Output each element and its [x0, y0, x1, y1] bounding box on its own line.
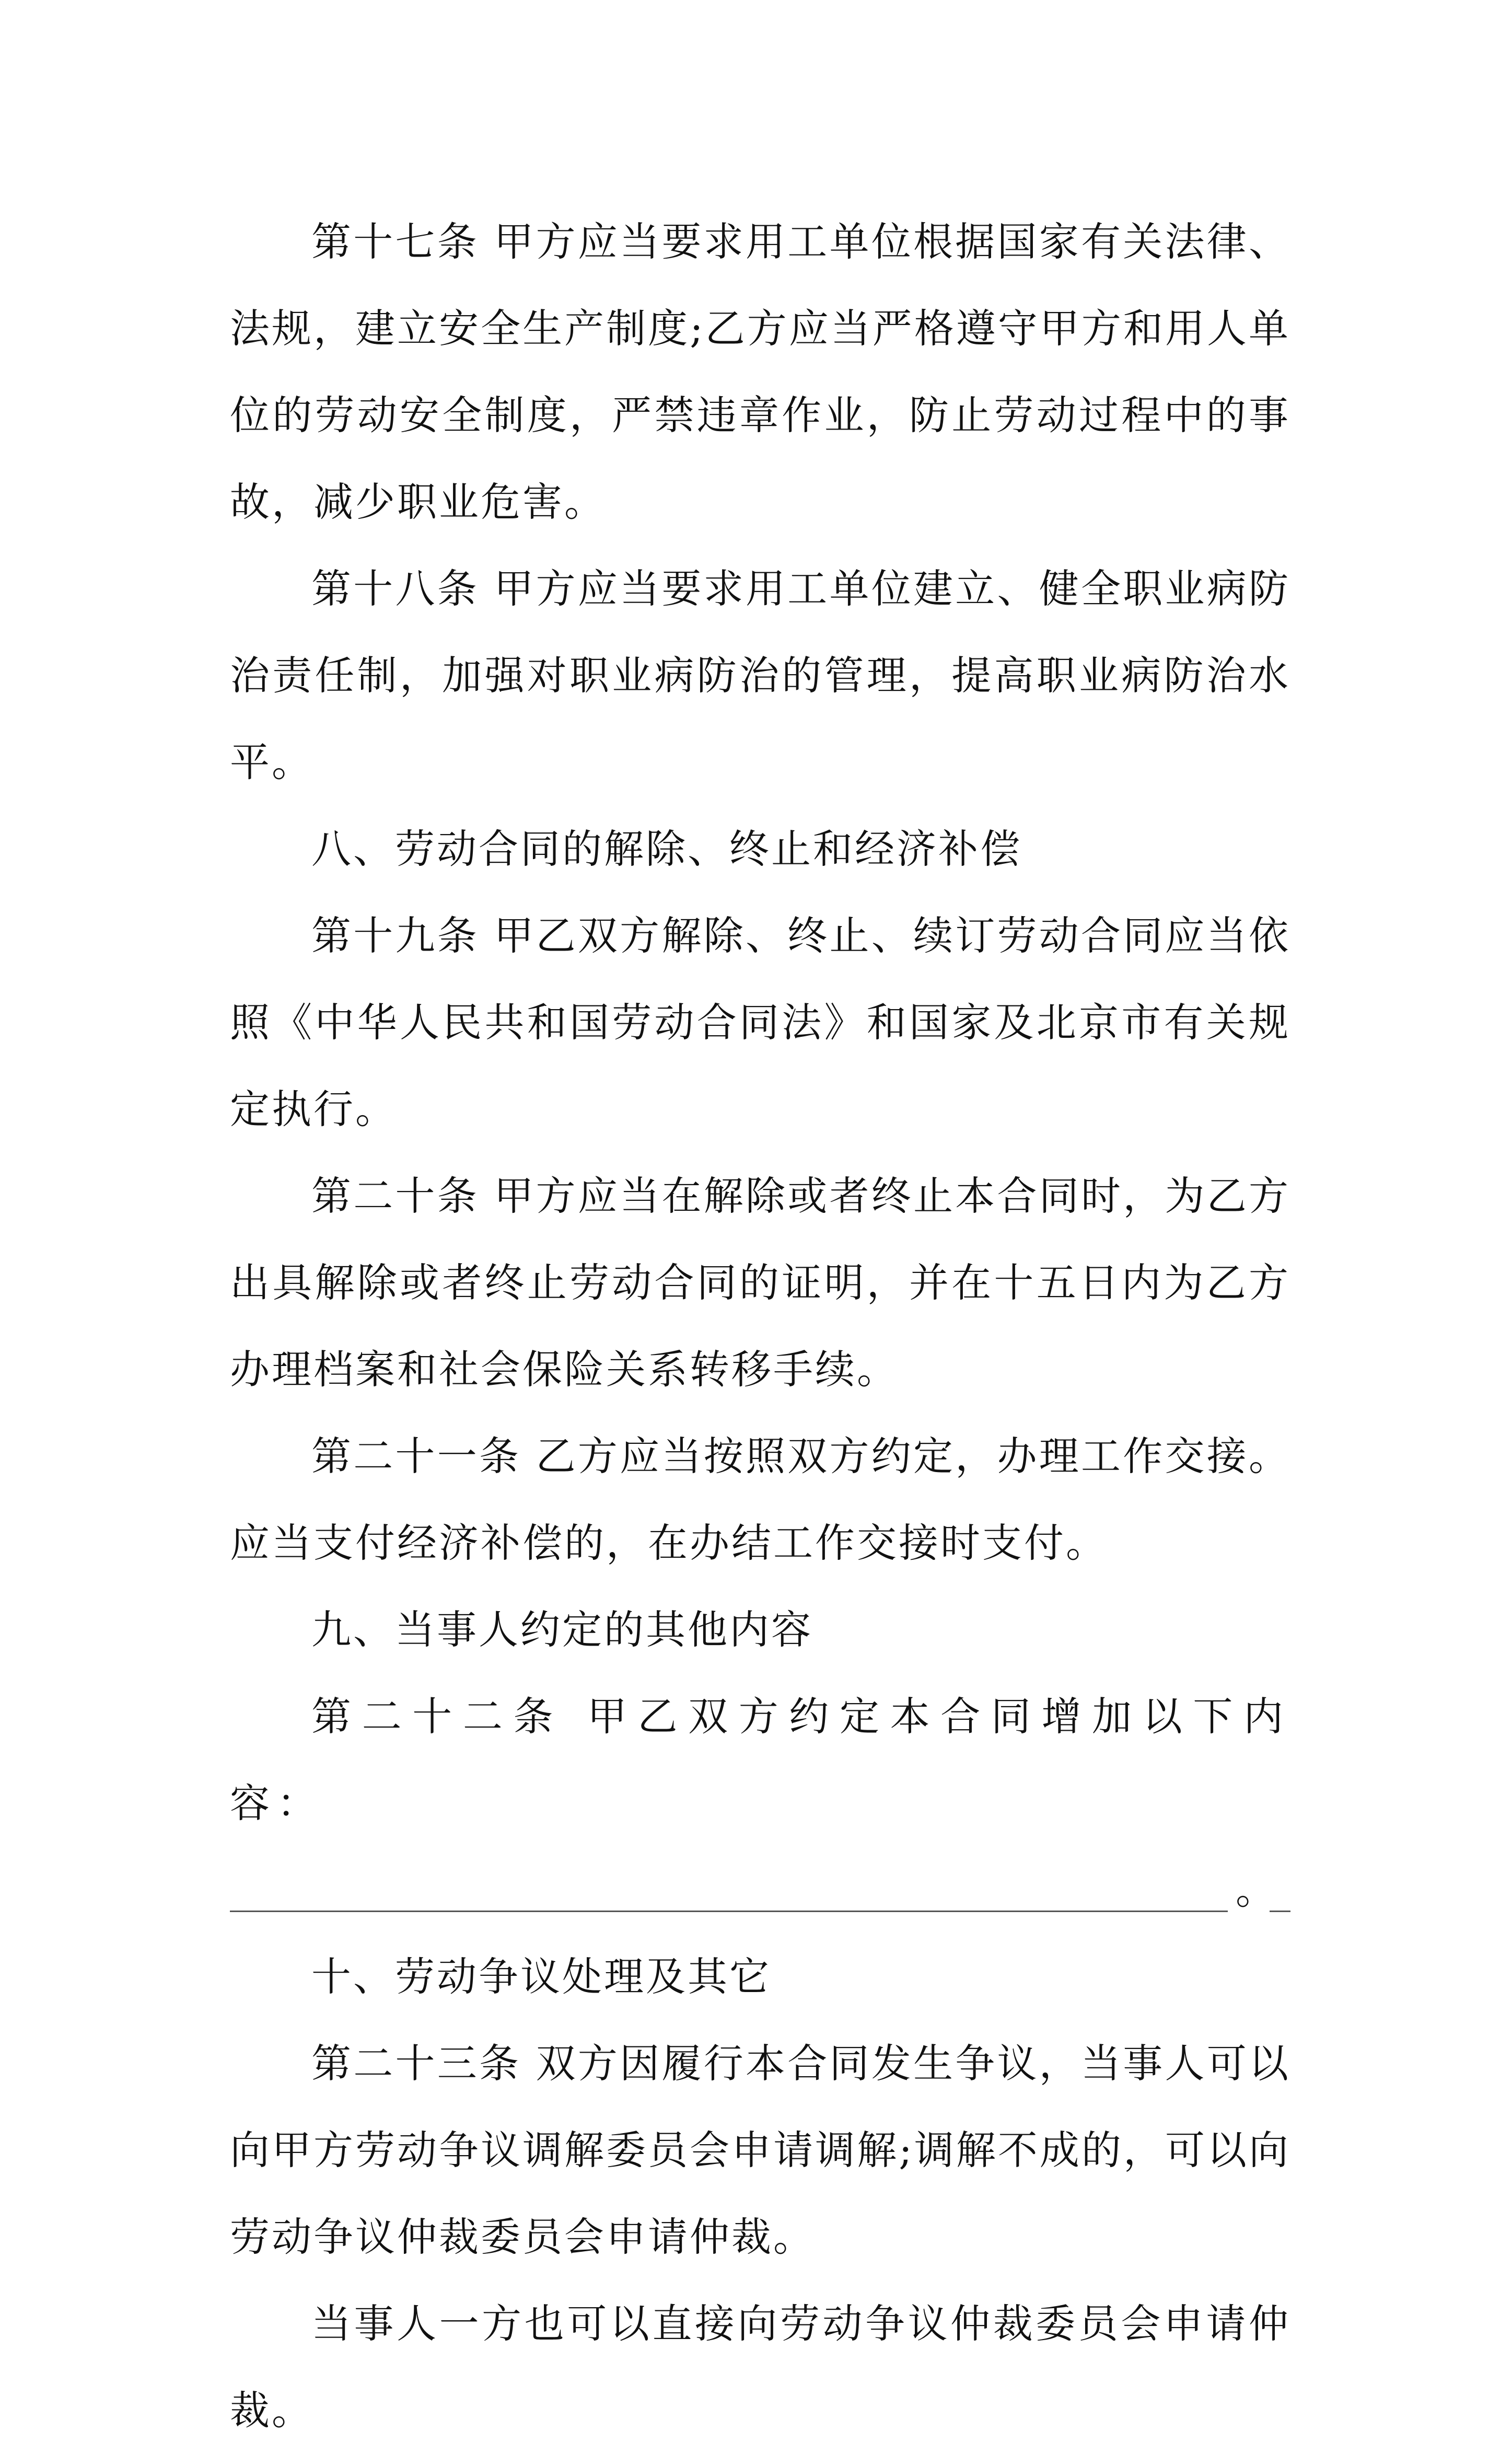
document-page: [230, 199, 1290, 2454]
blank-underline-tail: [1270, 1911, 1290, 1912]
section-heading-8: 八、劳动合同的解除、终止和经济补偿: [311, 826, 1022, 872]
section-heading-9: 九、当事人约定的其他内容: [311, 1606, 813, 1653]
article-19: 第十九条 甲乙双方解除、终止、续订劳动合同应当依照《中华人民共和国劳动合同法》和国家及北京市有关规定执行。: [230, 912, 1290, 1132]
blank-fill-line: [230, 1847, 1290, 1934]
blank-underline: [230, 1911, 1228, 1912]
article-20: 第二十条 甲方应当在解除或者终止本合同时，为乙方出具解除或者终止劳动合同的证明，并在十五日内为乙方办理档案和社会保险关系转移手续。: [230, 1173, 1290, 1393]
article-21: 第二十一条 乙方应当按照双方约定，办理工作交接。应当支付经济补偿的，在办结工作交接时支付。: [230, 1433, 1290, 1566]
article-22: 第二十二条 甲乙双方约定本合同增加以下内容：: [230, 1693, 1290, 1826]
fill-end-mark: 。: [1236, 1867, 1275, 1913]
article-18: 第十八条 甲方应当要求用工单位建立、健全职业病防治责任制，加强对职业病防治的管理，提高职业病防治水平。: [230, 565, 1290, 785]
article-23-continued: 当事人一方也可以直接向劳动争议仲裁委员会申请仲裁。: [230, 2300, 1290, 2434]
section-heading-10: 十、劳动争议处理及其它: [311, 1953, 771, 2000]
article-17: 第十七条 甲方应当要求用工单位根据国家有关法律、法规，建立安全生产制度;乙方应当严格遵守甲方和用人单位的劳动安全制度，严禁违章作业，防止劳动过程中的事故，减少职业危害。: [230, 218, 1290, 525]
article-23: 第二十三条 双方因履行本合同发生争议，当事人可以向甲方劳动争议调解委员会申请调解;调解不成的，可以向劳动争议仲裁委员会申请仲裁。: [230, 2040, 1290, 2260]
